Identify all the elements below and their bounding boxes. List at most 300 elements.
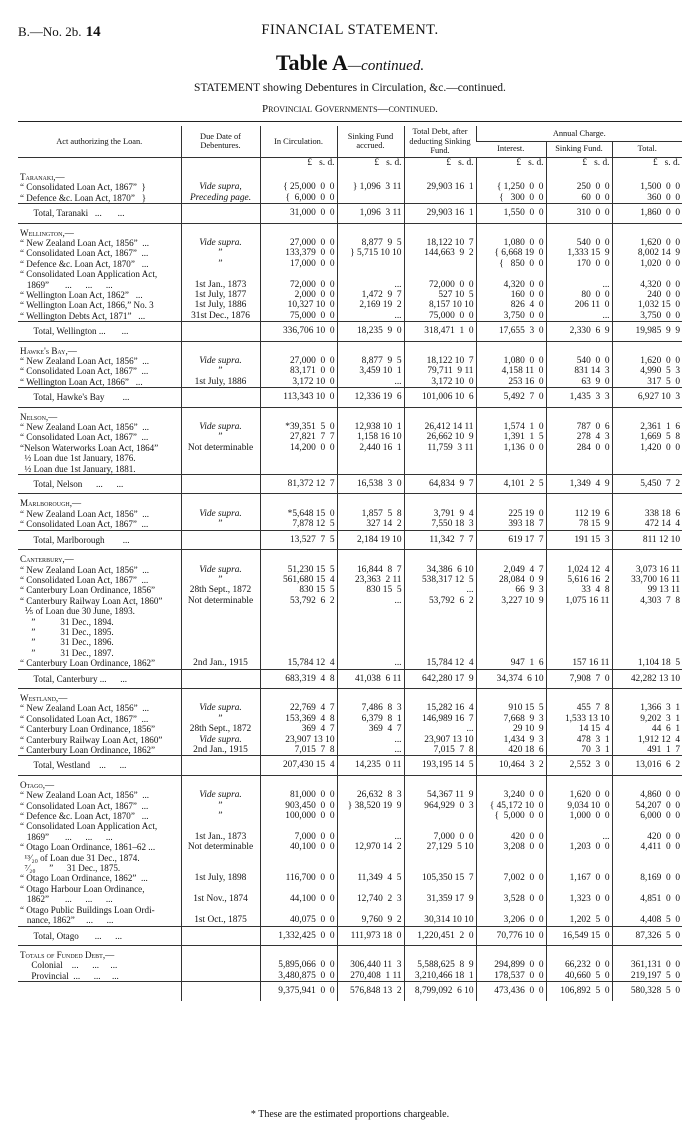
interest-cell: 826 4 0 — [476, 300, 546, 310]
sinking-fund-cell: 7,908 7 0 — [546, 669, 612, 688]
document-ref: B.—No. 2b. 14 — [18, 24, 101, 40]
total-cell — [612, 269, 682, 279]
circulation-cell — [260, 228, 337, 238]
circulation-cell: 14,200 0 0 — [260, 443, 337, 453]
circulation-cell — [260, 863, 337, 873]
due-date-cell: Vide supra, — [181, 182, 260, 192]
sinking-fund-cell — [546, 821, 612, 831]
interest-cell: 178,537 0 0 — [476, 971, 546, 982]
table-row — [18, 356, 682, 366]
total-row — [18, 475, 682, 494]
total-debt-cell: 3,172 10 0 — [404, 377, 476, 388]
sinking-accrued-cell: 369 4 7 — [337, 724, 404, 734]
total-cell: 1,420 0 0 — [612, 443, 682, 453]
act-cell: “ Canterbury Railway Loan Act, 1860” — [20, 595, 163, 606]
sinking-fund-cell: 478 3 1 — [546, 735, 612, 745]
total-debt-cell: 72,000 0 0 — [404, 280, 476, 290]
table-row — [18, 182, 682, 192]
due-date-cell — [181, 388, 260, 407]
circulation-cell: 81,000 0 0 — [260, 790, 337, 800]
total-debt-cell: 8,157 10 10 — [404, 300, 476, 310]
total-debt-cell — [404, 259, 476, 269]
sinking-fund-cell: 831 14 3 — [546, 366, 612, 376]
total-cell: 13,016 6 2 — [612, 756, 682, 775]
due-date-cell: ” — [181, 801, 260, 811]
circulation-cell — [260, 498, 337, 508]
sinking-fund-cell: 455 7 8 — [546, 703, 612, 713]
total-cell: 3,073 16 11 — [612, 565, 682, 575]
interest-cell — [476, 637, 546, 647]
sinking-accrued-cell — [337, 884, 404, 894]
due-date-cell: 1st Jan., 1873 — [181, 832, 260, 842]
due-date-cell — [181, 853, 260, 863]
act-cell: “ New Zealand Loan Act, 1856” ... — [20, 356, 150, 366]
interest-cell: 4,320 0 0 — [476, 280, 546, 290]
sinking-fund-cell: 1,167 0 0 — [546, 873, 612, 883]
sinking-fund-cell: 191 15 3 — [546, 530, 612, 549]
total-row — [18, 204, 682, 223]
interest-cell — [476, 821, 546, 831]
sinking-accrued-cell: 11,349 4 5 — [337, 873, 404, 883]
sinking-accrued-cell: ... — [337, 832, 404, 842]
due-date-cell: Vide supra. — [181, 703, 260, 713]
act-cell: “ New Zealand Loan Act, 1856” ... — [20, 508, 150, 519]
interest-cell: 1,136 0 0 — [476, 443, 546, 453]
sinking-fund-cell: 112 19 6 — [546, 509, 612, 519]
circulation-cell: 27,000 0 0 — [260, 238, 337, 248]
total-cell — [612, 637, 682, 647]
due-date-cell: ” — [181, 811, 260, 821]
interest-cell: 160 0 0 — [476, 290, 546, 300]
col-total: Total. — [612, 141, 682, 157]
total-debt-cell: 7,015 7 8 — [404, 745, 476, 756]
table-row — [18, 596, 682, 606]
act-cell: “ Consolidated Loan Act, 1867” } — [20, 182, 146, 193]
interest-cell: 34,374 6 10 — [476, 669, 546, 688]
sinking-fund-cell: 60 0 0 — [546, 193, 612, 204]
due-date-cell: ” — [181, 248, 260, 258]
table-row — [18, 745, 682, 756]
total-debt-cell: 18,122 10 7 — [404, 356, 476, 366]
interest-cell — [476, 627, 546, 637]
total-cell: 4,408 5 0 — [612, 915, 682, 926]
sinking-fund-cell: 310 0 0 — [546, 204, 612, 223]
due-date-cell: ” — [181, 575, 260, 585]
act-cell: “ New Zealand Loan Act, 1856” ... — [20, 564, 150, 575]
sinking-accrued-cell — [337, 606, 404, 616]
circulation-cell: 27,000 0 0 — [260, 356, 337, 366]
circulation-cell: 23,907 13 10 — [260, 735, 337, 745]
act-cell: Otago,— — [20, 779, 55, 790]
total-cell: 472 14 4 — [612, 519, 682, 530]
interest-cell: 619 17 7 — [476, 530, 546, 549]
total-cell: 491 1 7 — [612, 745, 682, 756]
sinking-fund-cell — [546, 950, 612, 960]
act-cell: “ Defence &c. Loan Act, 1870” } — [20, 192, 147, 203]
circulation-cell — [260, 637, 337, 647]
due-date-cell: 31st Dec., 1876 — [181, 311, 260, 322]
sinking-fund-cell: ... — [546, 311, 612, 322]
circulation-cell: 44,100 0 0 — [260, 894, 337, 904]
sinking-accrued-cell: 327 14 2 — [337, 519, 404, 530]
total-cell — [612, 950, 682, 960]
due-date-cell — [181, 554, 260, 564]
act-cell: “ New Zealand Loan Act, 1856” ... — [20, 703, 150, 714]
circulation-cell: 369 4 7 — [260, 724, 337, 734]
interest-cell: { 1,250 0 0 — [476, 182, 546, 192]
circulation-cell — [260, 617, 337, 627]
interest-cell: 4,101 2 5 — [476, 475, 546, 494]
circulation-cell: *39,351 5 0 — [260, 422, 337, 432]
act-cell: “ Defence &c. Loan Act, 1870” ... — [20, 811, 149, 822]
circulation-cell: 40,075 0 0 — [260, 915, 337, 926]
act-cell: 1869” ... ... ... — [20, 831, 113, 842]
circulation-cell: 830 15 5 — [260, 585, 337, 595]
table-row — [18, 565, 682, 575]
table-row — [18, 801, 682, 811]
total-cell: 8,169 0 0 — [612, 873, 682, 883]
act-cell: “ New Zealand Loan Act, 1856” ... — [20, 790, 150, 801]
total-debt-cell: 34,386 6 10 — [404, 565, 476, 575]
act-cell: “ Otago Loan Ordinance, 1861–62 ... — [20, 842, 156, 853]
total-cell: 240 0 0 — [612, 290, 682, 300]
circulation-cell: 207,430 15 4 — [260, 756, 337, 775]
interest-cell: 910 15 5 — [476, 703, 546, 713]
total-debt-cell — [404, 412, 476, 422]
due-date-cell — [181, 453, 260, 463]
sinking-fund-cell: 540 0 0 — [546, 238, 612, 248]
sinking-fund-cell — [546, 780, 612, 790]
interest-cell — [476, 172, 546, 182]
total-debt-cell: 26,662 10 9 — [404, 432, 476, 442]
due-date-cell: Not determinable — [181, 443, 260, 453]
sinking-fund-cell: 170 0 0 — [546, 259, 612, 269]
act-cell: ” 31 Dec., 1896. — [20, 637, 114, 648]
due-date-cell — [181, 756, 260, 775]
total-cell: 219,197 5 0 — [612, 971, 682, 982]
due-date-cell — [181, 648, 260, 658]
due-date-cell: Vide supra. — [181, 790, 260, 800]
due-date-cell — [181, 971, 260, 982]
interest-cell — [476, 464, 546, 475]
total-cell: 8,002 14 9 — [612, 248, 682, 258]
total-row — [18, 322, 682, 341]
sinking-fund-cell: 1,349 4 9 — [546, 475, 612, 494]
table-row — [18, 498, 682, 508]
due-date-cell — [181, 780, 260, 790]
act-cell: 1869” ... ... ... — [20, 279, 113, 290]
total-debt-cell: ... — [404, 724, 476, 734]
table-row — [18, 366, 682, 376]
table-row — [18, 832, 682, 842]
interest-cell: 253 16 0 — [476, 377, 546, 388]
table-row — [18, 464, 682, 475]
table-row — [18, 853, 682, 863]
act-cell: nance, 1862” ... ... — [20, 915, 114, 926]
circulation-cell — [260, 172, 337, 182]
total-debt-cell — [404, 811, 476, 821]
table-row — [18, 648, 682, 658]
due-date-cell: 28th Sept., 1872 — [181, 585, 260, 595]
interest-cell: 4,158 11 0 — [476, 366, 546, 376]
due-date-cell: 1st Nov., 1874 — [181, 894, 260, 904]
interest-cell: 66 9 3 — [476, 585, 546, 595]
table-row — [18, 658, 682, 669]
act-cell: “ Defence &c. Loan Act, 1870” ... — [20, 258, 149, 269]
circulation-cell — [260, 269, 337, 279]
circulation-cell: 13,527 7 5 — [260, 530, 337, 549]
due-date-cell — [181, 464, 260, 475]
sinking-fund-cell: 9,034 10 0 — [546, 801, 612, 811]
act-cell: “ Canterbury Loan Ordinance, 1856” — [20, 585, 156, 596]
sinking-accrued-cell — [337, 269, 404, 279]
total-debt-cell — [404, 617, 476, 627]
unit-label: £ s. d. — [260, 157, 337, 168]
interest-cell — [476, 606, 546, 616]
interest-cell: { 850 0 0 — [476, 259, 546, 269]
total-cell: 4,851 0 0 — [612, 894, 682, 904]
circulation-cell: 7,000 0 0 — [260, 832, 337, 842]
circulation-cell — [260, 950, 337, 960]
total-debt-cell: 964,929 0 3 — [404, 801, 476, 811]
interest-cell: 420 18 6 — [476, 745, 546, 756]
circulation-cell: 561,680 15 4 — [260, 575, 337, 585]
sinking-accrued-cell: 23,363 2 11 — [337, 575, 404, 585]
due-date-cell: ” — [181, 519, 260, 530]
total-cell — [612, 412, 682, 422]
circulation-cell: 17,000 0 0 — [260, 259, 337, 269]
due-date-cell: Vide supra. — [181, 356, 260, 366]
total-debt-cell: 18,122 10 7 — [404, 238, 476, 248]
total-debt-cell — [404, 193, 476, 204]
interest-cell — [476, 648, 546, 658]
table-row — [18, 960, 682, 970]
due-date-cell — [181, 322, 260, 341]
act-cell: Provincial ... ... ... — [20, 970, 119, 981]
act-cell: Hawke's Bay,— — [20, 345, 77, 356]
act-cell: “ Consolidated Loan Act, 1867” ... — [20, 366, 149, 377]
circulation-cell: 72,000 0 0 — [260, 280, 337, 290]
sinking-accrued-cell — [337, 346, 404, 356]
circulation-cell — [260, 554, 337, 564]
sinking-fund-cell: 1,333 15 9 — [546, 248, 612, 258]
due-date-cell — [181, 172, 260, 182]
interest-cell — [476, 453, 546, 463]
interest-cell — [476, 498, 546, 508]
col-annual-charge: Annual Charge. — [476, 126, 682, 141]
total-cell: 1,032 15 0 — [612, 300, 682, 310]
sinking-accrued-cell: 16,844 8 7 — [337, 565, 404, 575]
sinking-fund-cell: 33 4 8 — [546, 585, 612, 595]
total-debt-cell — [404, 853, 476, 863]
act-cell: “ Otago Harbour Loan Ordinance, — [20, 883, 145, 894]
act-cell: ½ Loan due 1st January, 1881. — [20, 463, 136, 474]
due-date-cell: 2nd Jan., 1915 — [181, 745, 260, 756]
sinking-fund-cell: 2,552 3 0 — [546, 756, 612, 775]
sinking-fund-cell: 80 0 0 — [546, 290, 612, 300]
col-interest: Interest. — [476, 141, 546, 157]
sinking-fund-cell: 278 4 3 — [546, 432, 612, 442]
act-cell: Total, Nelson ... ... — [18, 475, 181, 494]
due-date-cell: Vide supra. — [181, 238, 260, 248]
act-cell: Total, Hawke's Bay ... — [18, 388, 181, 407]
total-row — [18, 756, 682, 775]
due-date-cell — [181, 530, 260, 549]
sinking-accrued-cell — [337, 627, 404, 637]
circulation-cell — [260, 884, 337, 894]
sinking-accrued-cell: 8,877 9 5 — [337, 356, 404, 366]
sinking-accrued-cell — [337, 853, 404, 863]
table-row — [18, 443, 682, 453]
circulation-cell: 83,171 0 0 — [260, 366, 337, 376]
interest-cell: 3,240 0 0 — [476, 790, 546, 800]
due-date-cell: 2nd Jan., 1915 — [181, 658, 260, 669]
total-cell — [612, 853, 682, 863]
act-cell: Total, Canterbury ... ... — [18, 669, 181, 688]
due-date-cell — [181, 982, 260, 1001]
total-cell — [612, 228, 682, 238]
sinking-accrued-cell: 18,235 9 0 — [337, 322, 404, 341]
sinking-accrued-cell — [337, 905, 404, 915]
sinking-fund-cell — [546, 627, 612, 637]
act-cell: “ Canterbury Loan Ordinance, 1856” — [20, 724, 156, 735]
sinking-accrued-cell: ... — [337, 658, 404, 669]
interest-cell: 1,080 0 0 — [476, 356, 546, 366]
table-row — [18, 811, 682, 821]
sinking-accrued-cell: 9,760 9 2 — [337, 915, 404, 926]
table-row — [18, 724, 682, 734]
due-date-cell — [181, 617, 260, 627]
interest-cell: 1,550 0 0 — [476, 204, 546, 223]
total-debt-cell — [404, 269, 476, 279]
total-cell: 1,620 0 0 — [612, 238, 682, 248]
units-row — [18, 157, 682, 168]
col-sinking-accrued: Sinking Fund accrued. — [337, 126, 404, 157]
due-date-cell — [181, 204, 260, 223]
total-cell: 4,990 5 3 — [612, 366, 682, 376]
circulation-cell: 51,230 15 5 — [260, 565, 337, 575]
table-row — [18, 693, 682, 703]
sinking-accrued-cell — [337, 453, 404, 463]
circulation-cell: 5,895,066 0 0 — [260, 960, 337, 970]
due-date-cell — [181, 346, 260, 356]
sinking-accrued-cell: 16,538 3 0 — [337, 475, 404, 494]
due-date-cell: ” — [181, 259, 260, 269]
act-cell: ⁷⁄₂₀ ” 31 Dec., 1875. — [20, 863, 121, 874]
table-row — [18, 863, 682, 873]
total-row — [18, 388, 682, 407]
total-cell: 1,620 0 0 — [612, 356, 682, 366]
act-cell: Westland,— — [20, 692, 68, 703]
total-cell: 1,912 12 4 — [612, 735, 682, 745]
sinking-accrued-cell: 111,973 18 0 — [337, 926, 404, 945]
act-cell: Wellington,— — [20, 227, 74, 238]
sinking-accrued-cell: 12,336 19 6 — [337, 388, 404, 407]
sinking-fund-cell: 1,323 0 0 — [546, 894, 612, 904]
sinking-fund-cell: 70 3 1 — [546, 745, 612, 756]
interest-cell — [476, 853, 546, 863]
due-date-cell: Preceding page. — [181, 193, 260, 204]
table-row — [18, 894, 682, 904]
sinking-fund-cell — [546, 863, 612, 873]
due-date-cell — [181, 269, 260, 279]
total-debt-cell: 3,210,466 18 1 — [404, 971, 476, 982]
total-debt-cell — [404, 863, 476, 873]
interest-cell — [476, 228, 546, 238]
total-row — [18, 530, 682, 549]
act-cell: Total, Marlborough ... — [18, 530, 181, 549]
act-cell: “ Wellington Loan Act, 1862” ... — [20, 289, 143, 300]
total-debt-cell: 15,784 12 4 — [404, 658, 476, 669]
circulation-cell: 153,369 4 8 — [260, 714, 337, 724]
table-row — [18, 873, 682, 883]
due-date-cell: Vide supra. — [181, 422, 260, 432]
sinking-accrued-cell: 12,938 10 1 — [337, 422, 404, 432]
act-cell: ¹³⁄₂₀ of Loan due 31 Dec., 1874. — [20, 852, 140, 863]
due-date-cell — [181, 498, 260, 508]
sinking-fund-cell: 1,533 13 10 — [546, 714, 612, 724]
interest-cell — [476, 269, 546, 279]
total-debt-cell: 193,195 14 5 — [404, 756, 476, 775]
interest-cell — [476, 780, 546, 790]
due-date-cell: ” — [181, 714, 260, 724]
total-debt-cell: 1,220,451 2 0 — [404, 926, 476, 945]
act-cell: Colonial ... ... ... — [20, 960, 118, 971]
footnote: * These are the estimated proportions chargeable. — [250, 1109, 450, 1120]
sinking-fund-cell: 1,202 5 0 — [546, 915, 612, 926]
total-debt-cell: 26,412 14 11 — [404, 422, 476, 432]
col-sinking-fund: Sinking Fund. — [546, 141, 612, 157]
interest-cell: 393 18 7 — [476, 519, 546, 530]
sinking-fund-cell — [546, 453, 612, 463]
sinking-accrued-cell: 576,848 13 2 — [337, 982, 404, 1001]
interest-cell: { 45,172 10 0 — [476, 801, 546, 811]
due-date-cell — [181, 475, 260, 494]
sinking-accrued-cell — [337, 863, 404, 873]
sinking-accrued-cell: 3,459 10 1 — [337, 366, 404, 376]
sinking-accrued-cell: ... — [337, 745, 404, 756]
table-row — [18, 519, 682, 530]
total-debt-cell: 29,903 16 1 — [404, 204, 476, 223]
circulation-cell: 15,784 12 4 — [260, 658, 337, 669]
due-date-cell: 1st July, 1898 — [181, 873, 260, 883]
sinking-accrued-cell: 14,235 0 11 — [337, 756, 404, 775]
sinking-fund-cell: 1,000 0 0 — [546, 811, 612, 821]
circulation-cell — [260, 905, 337, 915]
total-cell — [612, 863, 682, 873]
act-cell: Total, Taranaki ... ... — [18, 204, 181, 223]
total-debt-cell: 15,282 16 4 — [404, 703, 476, 713]
interest-cell: 29 10 9 — [476, 724, 546, 734]
sinking-accrued-cell: 1,158 16 10 — [337, 432, 404, 442]
act-cell: “Nelson Waterworks Loan Act, 1864” — [20, 442, 159, 453]
total-debt-cell: 29,903 16 1 — [404, 182, 476, 192]
total-debt-cell: 7,000 0 0 — [404, 832, 476, 842]
circulation-cell — [260, 648, 337, 658]
act-cell: Canterbury,— — [20, 554, 74, 565]
total-debt-cell — [404, 228, 476, 238]
sinking-fund-cell: 206 11 0 — [546, 300, 612, 310]
total-debt-cell — [404, 554, 476, 564]
total-cell: 3,750 0 0 — [612, 311, 682, 322]
table-row — [18, 554, 682, 564]
table-row — [18, 193, 682, 204]
total-debt-cell: 79,711 9 11 — [404, 366, 476, 376]
total-debt-cell: 642,280 17 9 — [404, 669, 476, 688]
act-cell: Total, Otago ... ... — [18, 926, 181, 945]
total-debt-cell: 54,367 11 9 — [404, 790, 476, 800]
table-row — [18, 842, 682, 852]
